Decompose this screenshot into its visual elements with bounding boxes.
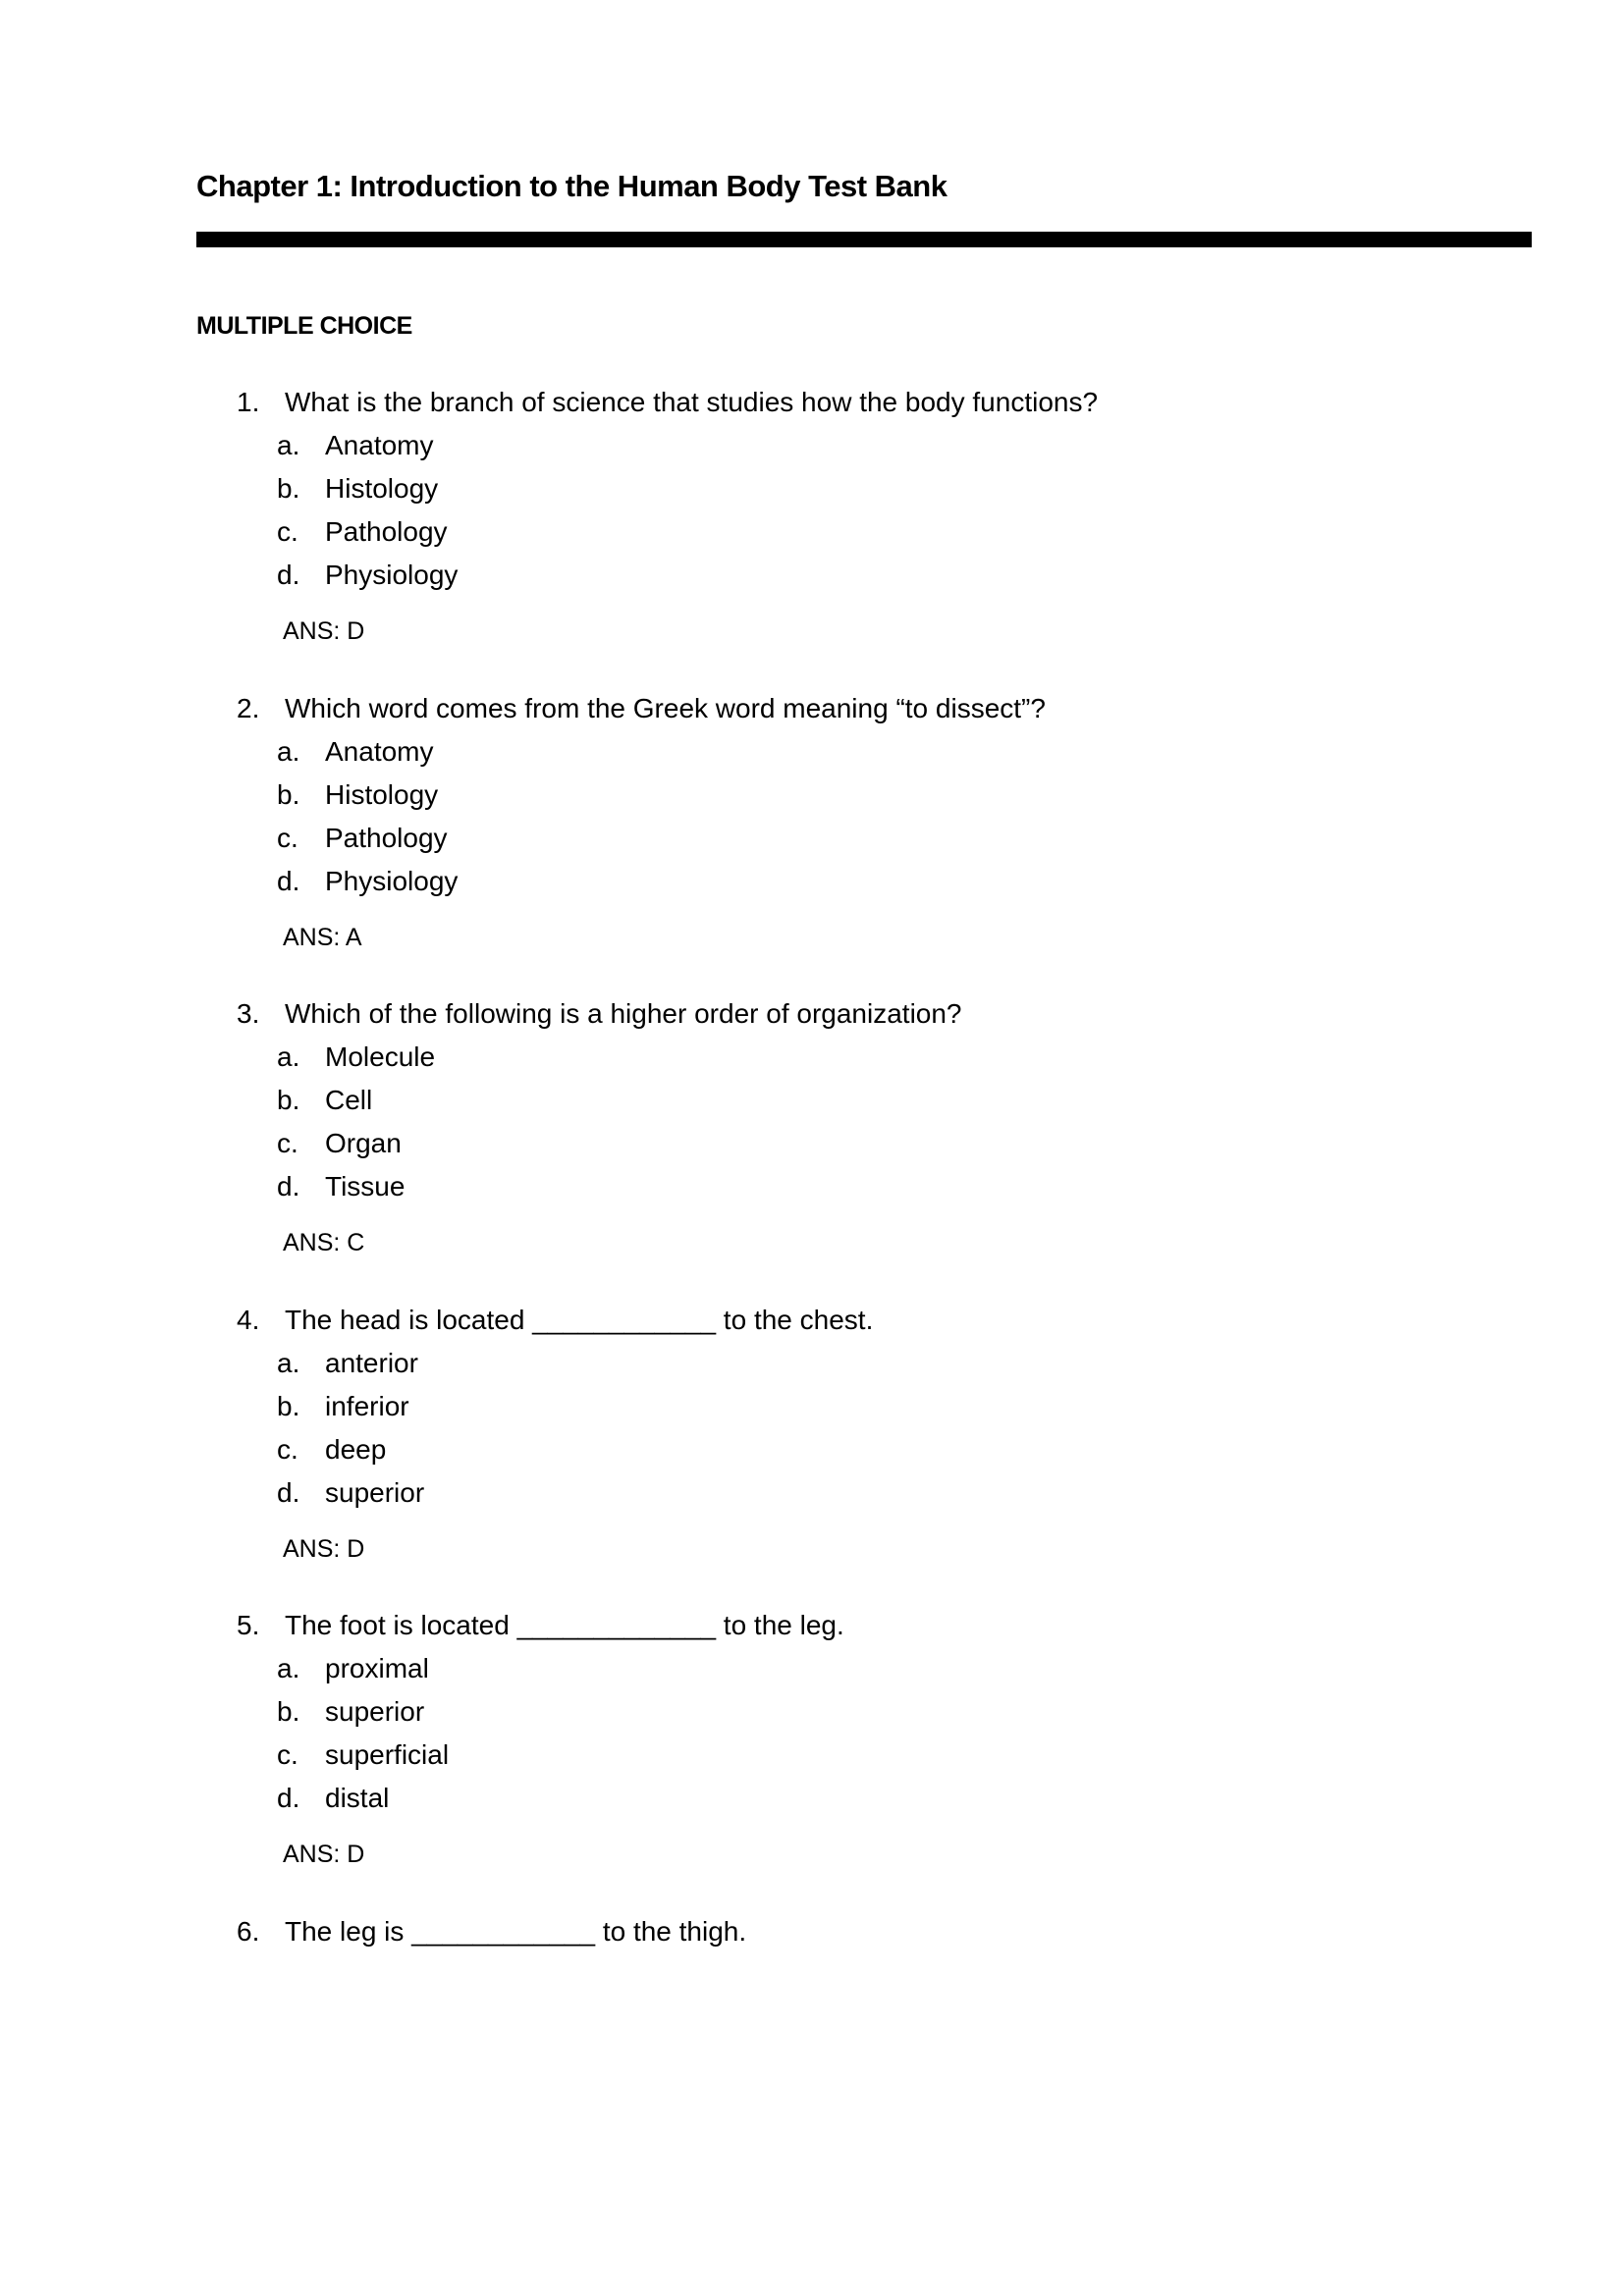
option-letter: c.	[277, 1433, 298, 1465]
answer-key: ANS: A	[283, 923, 362, 951]
answer-option	[277, 1649, 429, 1688]
option-letter: b.	[277, 778, 300, 810]
question-6	[0, 1912, 1624, 2218]
option-text: Physiology	[325, 865, 459, 896]
question-2	[0, 689, 1624, 995]
question-3	[0, 994, 1624, 1301]
option-letter: a.	[277, 1653, 300, 1683]
question-number: 5.	[237, 1610, 260, 1640]
question-number: 1.	[237, 387, 260, 417]
question-text: Which of the following is a higher order of organization?	[285, 998, 962, 1029]
option-letter: d.	[277, 1783, 300, 1813]
question-text-line	[237, 1912, 746, 1951]
option-letter: c.	[277, 1739, 298, 1770]
option-letter: d.	[277, 1171, 300, 1201]
question-number: 3.	[237, 998, 260, 1029]
option-text: superficial	[325, 1739, 450, 1770]
answer-option	[277, 1344, 418, 1383]
answer-option	[277, 1387, 409, 1426]
answer-option	[277, 469, 438, 508]
option-text: Histology	[325, 473, 439, 504]
answer-option	[277, 1692, 424, 1732]
option-text: superior	[325, 1696, 425, 1727]
question-text: What is the branch of science that studies how the body functions?	[285, 387, 1099, 417]
option-text: Cell	[325, 1085, 373, 1115]
question-1	[0, 383, 1624, 689]
question-text: The leg is ____________ to the thigh.	[285, 1915, 747, 1947]
answer-option	[277, 819, 448, 858]
answer-option	[277, 775, 438, 815]
question-list	[0, 383, 1624, 2217]
answer-option	[277, 1167, 405, 1206]
option-text: Physiology	[325, 560, 459, 590]
question-text-line	[237, 994, 962, 1034]
answer-option	[277, 732, 434, 772]
answer-option	[277, 1124, 402, 1163]
answer-option	[277, 512, 448, 552]
option-text: Anatomy	[325, 735, 434, 767]
answer-option	[277, 1038, 435, 1077]
option-letter: d.	[277, 1476, 300, 1508]
answer-key: ANS: D	[283, 1841, 365, 1868]
option-letter: a.	[277, 1041, 300, 1072]
question-text-line	[237, 1606, 844, 1645]
question-number: 2.	[237, 692, 260, 723]
question-text: The head is located ____________ to the chest.	[285, 1304, 874, 1335]
option-text: Histology	[325, 778, 439, 810]
option-text: inferior	[325, 1390, 409, 1421]
answer-key: ANS: C	[283, 1229, 365, 1256]
option-text: proximal	[325, 1653, 429, 1683]
option-text: Pathology	[325, 822, 448, 853]
question-number: 6.	[237, 1915, 260, 1947]
option-text: anterior	[325, 1347, 418, 1378]
answer-option	[277, 556, 458, 595]
option-letter: c.	[277, 516, 298, 547]
question-text: The foot is located _____________ to the leg.	[285, 1610, 844, 1640]
option-letter: c.	[277, 822, 298, 853]
question-text: Which word comes from the Greek word meaning “to dissect”?	[285, 692, 1046, 723]
answer-key: ANS: D	[283, 1534, 365, 1563]
option-letter: c.	[277, 1128, 298, 1158]
option-text: Organ	[325, 1128, 402, 1158]
document-title: Chapter 1: Introduction to the Human Body Test Bank	[196, 169, 947, 203]
answer-option	[277, 426, 434, 465]
option-text: Anatomy	[325, 430, 434, 460]
answer-option	[277, 1430, 386, 1469]
question-number: 4.	[237, 1304, 260, 1335]
title-divider	[196, 232, 1532, 247]
option-letter: a.	[277, 430, 300, 460]
option-letter: b.	[277, 1390, 300, 1421]
answer-option	[277, 1473, 424, 1513]
option-letter: b.	[277, 1696, 300, 1727]
option-letter: a.	[277, 735, 300, 767]
option-text: deep	[325, 1433, 387, 1465]
section-heading: MULTIPLE CHOICE	[196, 312, 412, 340]
option-text: superior	[325, 1476, 425, 1508]
option-text: Tissue	[325, 1171, 406, 1201]
question-4	[0, 1301, 1624, 1607]
option-text: Pathology	[325, 516, 448, 547]
answer-option	[277, 1779, 389, 1818]
question-text-line	[237, 1301, 873, 1340]
answer-key: ANS: D	[283, 617, 365, 645]
option-letter: b.	[277, 1085, 300, 1115]
answer-option	[277, 1735, 449, 1775]
option-letter: b.	[277, 473, 300, 504]
question-text-line	[237, 383, 1098, 422]
answer-option	[277, 862, 458, 901]
option-text: Molecule	[325, 1041, 436, 1072]
answer-option	[277, 1081, 372, 1120]
option-letter: a.	[277, 1347, 300, 1378]
option-letter: d.	[277, 865, 300, 896]
question-5	[0, 1606, 1624, 1912]
option-letter: d.	[277, 560, 300, 590]
question-text-line	[237, 689, 1046, 728]
option-text: distal	[325, 1783, 390, 1813]
